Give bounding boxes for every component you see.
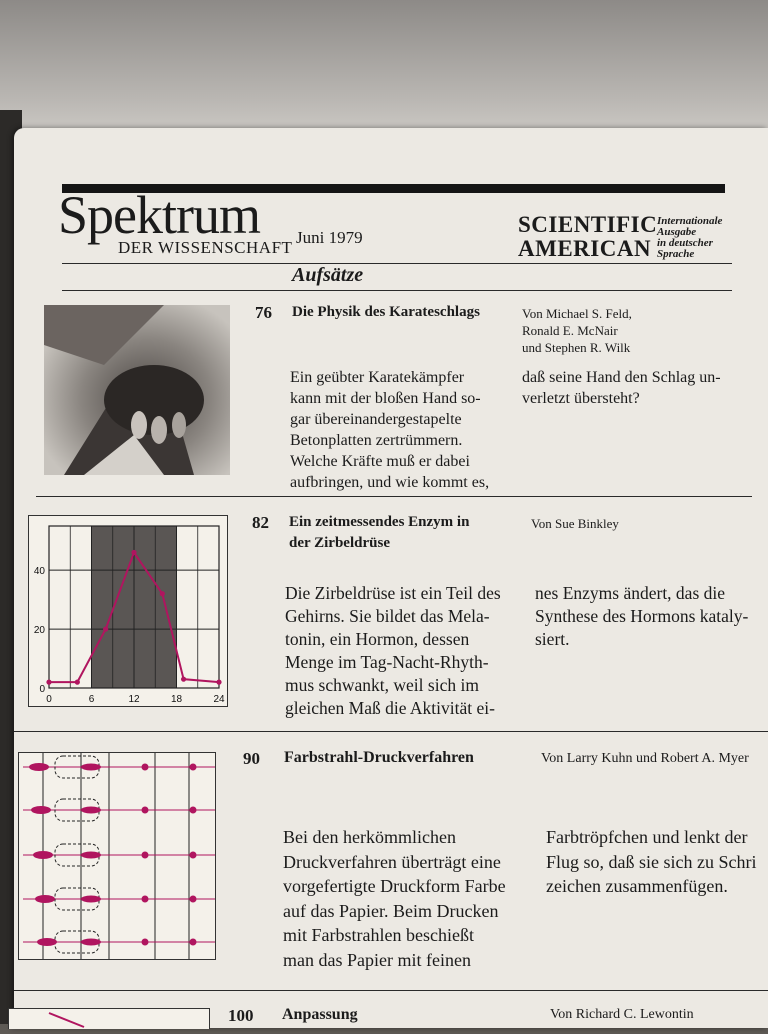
page-number: 90 [243, 749, 260, 768]
article-title: Anpassung [282, 1006, 358, 1023]
divider [62, 290, 732, 291]
data-point [75, 680, 80, 685]
sa-note-4: Sprache [657, 248, 695, 260]
author-line: Ronald E. McNair [522, 323, 618, 338]
droplet [142, 939, 149, 946]
article-text-col1: Ein geübter Karatekämpfer kann mit der bloßen Hand so- gar übereinandergestapelte Betonplatten zertrümmern. Welche Kräfte muß er dabei aufbringen, und wie kommt es, [290, 369, 490, 491]
author-line: und Stephen R. Wilk [522, 340, 631, 355]
article-text-col1: Die Zirbeldrüse ist ein Teil des Gehirns. Sie bildet das Mela- tonin, ein Hormon, dessen Menge im Tag-Nacht-Rhyth- mus schwankt, weil sich im gleichen Maß die Aktivität ei- [285, 583, 501, 718]
sa-note-1: Internationale [657, 215, 723, 227]
data-point [103, 626, 108, 631]
droplet [31, 806, 51, 814]
data-point [181, 677, 186, 682]
droplet [190, 764, 197, 771]
droplet [190, 807, 197, 814]
droplet [33, 851, 53, 859]
droplet [142, 896, 149, 903]
x-tick-label: 6 [88, 694, 95, 705]
figure-partial [8, 1008, 210, 1029]
droplet [190, 896, 197, 903]
divider [36, 496, 752, 497]
article-text-col1: Bei den herkömmlichen Druckverfahren überträgt eine vorgefertigte Druckform Farbe auf das Papier. Beim Drucken mit Farbstrahlen beschießt man das Papier mit feinen [283, 827, 506, 970]
page-number: 100 [228, 1006, 254, 1025]
divider [14, 731, 768, 732]
x-tick-label: 24 [213, 694, 225, 705]
logo: Spektrum [58, 185, 260, 245]
droplet [81, 896, 101, 903]
droplet [190, 852, 197, 859]
sa-note-2: Ausgabe [657, 226, 697, 238]
enzyme-chart [28, 515, 228, 707]
author-line: Von Sue Binkley [531, 516, 619, 531]
article-text-col2: daß seine Hand den Schlag un- verletzt übersteht? [522, 369, 721, 407]
data-point [160, 591, 165, 596]
author-line: Von Larry Kuhn und Robert A. Myer [541, 751, 749, 766]
droplet [142, 807, 149, 814]
x-tick-label: 18 [170, 694, 183, 705]
data-point [131, 550, 136, 555]
karate-photo [44, 305, 230, 475]
droplet [81, 764, 101, 771]
droplet [142, 852, 149, 859]
droplet [81, 807, 101, 814]
droplet [142, 764, 149, 771]
x-tick-label: 0 [46, 694, 52, 705]
y-tick-label: 40 [33, 566, 45, 578]
sa-line2: AMERICAN [518, 236, 652, 261]
droplet [81, 852, 101, 859]
droplet [190, 939, 197, 946]
issue-date: Juni 1979 [296, 228, 363, 247]
data-point [46, 680, 51, 685]
x-tick-label: 12 [128, 694, 140, 705]
background-top [0, 0, 768, 140]
page-number: 76 [255, 303, 272, 322]
y-tick-label: 0 [39, 684, 45, 695]
article-title: Die Physik des Karateschlags [292, 304, 480, 320]
droplet [35, 895, 55, 903]
page-number: 82 [252, 513, 269, 532]
article-title: Farbstrahl-Druckverfahren [284, 749, 474, 766]
author-line: Von Michael S. Feld, [522, 306, 632, 321]
article-text-col2: nes Enzyms ändert, das die Synthese des Hormons kataly- siert. [535, 583, 749, 649]
divider [62, 263, 732, 264]
article-title-line: der Zirbeldrüse [289, 535, 390, 551]
sa-line1: SCIENTIFIC [518, 212, 658, 237]
article-text-col2: Farbtröpfchen und lenkt der Flug so, daß sie sich zu Schri zeichen zusammenfügen. [546, 827, 757, 896]
y-tick-label: 20 [33, 625, 45, 637]
section-title: Aufsätze [292, 264, 364, 286]
author-line: Von Richard C. Lewontin [550, 1007, 694, 1022]
droplet [81, 939, 101, 946]
ink-droplet-diagram [18, 752, 216, 960]
droplet [29, 763, 49, 771]
divider [14, 990, 768, 991]
logo-subtitle: DER WISSENSCHAFT [118, 238, 293, 257]
article-title-line: Ein zeitmessendes Enzym in [289, 514, 470, 530]
sa-note-3: in deutscher [657, 237, 713, 249]
data-point [216, 680, 221, 685]
droplet [37, 938, 57, 946]
